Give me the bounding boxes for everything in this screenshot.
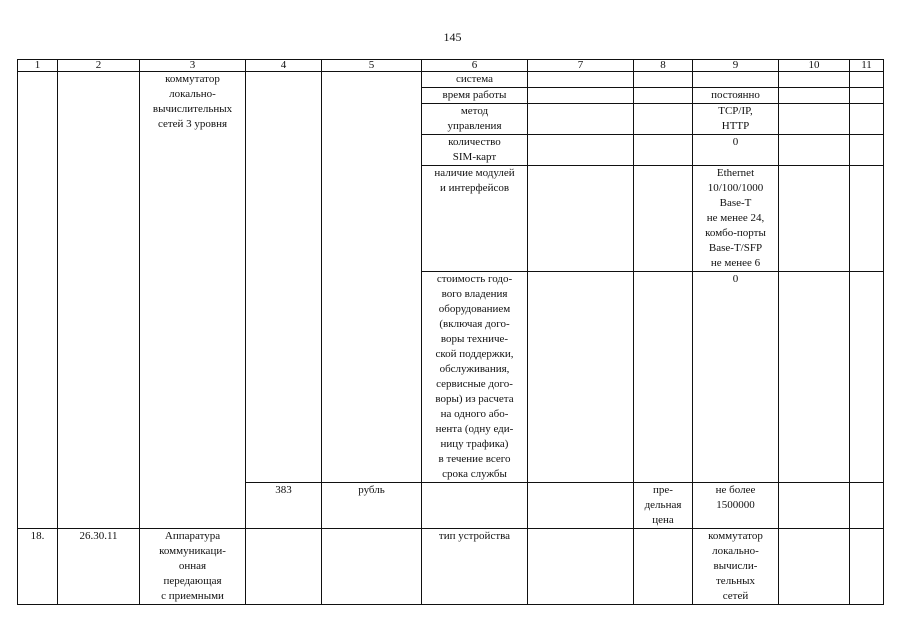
cell-col10 [779,104,850,135]
cell-col10 [779,272,850,483]
characteristic-line: ницу трафика) [440,438,509,450]
unit-name-cell [322,529,422,605]
characteristic-name [422,529,528,605]
value-line: TCP/IP, [718,105,753,117]
characteristic-line: (включая дого- [439,318,510,330]
characteristic-line: тип устройства [438,530,511,542]
cell-col7 [528,272,634,483]
item-number-cell [18,72,58,529]
column-number: 4 [246,60,322,72]
value-line: локально- [712,545,759,557]
item-name-line: коммуникаци- [159,545,226,557]
cell-col7 [528,483,634,529]
column-number: 7 [528,60,634,72]
characteristic-name [422,483,528,529]
cell-col10 [779,166,850,272]
cell-col10 [779,483,850,529]
characteristic-line: воры) из расчета [435,393,514,405]
value-line: коммутатор [708,530,763,542]
cell-col7 [528,529,634,605]
cell-col8 [634,272,693,483]
cell-col10 [779,72,850,88]
item-name-line: Аппаратура [164,530,221,542]
characteristic-name [422,72,528,88]
characteristic-line: нента (одну еди- [435,423,514,435]
characteristic-value [693,166,779,272]
column-number: 9 [693,60,779,72]
item-number-cell [18,529,58,605]
value-line: постоянно [711,89,760,101]
cell-col10 [779,529,850,605]
characteristic-line: метод [460,105,489,117]
characteristic-line: система [455,73,494,85]
cell-col7 [528,135,634,166]
column-number: 8 [634,60,693,72]
column-number: 5 [322,60,422,72]
cell-col8 [634,72,693,88]
characteristic-line: на одного або- [440,408,509,420]
price-label-line: пре- [653,484,673,496]
cell-col11 [850,104,884,135]
characteristic-name [422,166,528,272]
value-line: комбо-порты [705,227,766,239]
item-name-line: с приемными [161,590,224,602]
column-number: 3 [140,60,246,72]
characteristic-value [693,529,779,605]
column-number: 1 [18,60,58,72]
value-line: Base-T [719,197,752,209]
cell-col8 [634,104,693,135]
table-row [18,72,884,88]
cell-col8 [634,483,693,529]
cell-col11 [850,483,884,529]
value-line: не менее 24, [706,212,765,224]
characteristic-name [422,88,528,104]
characteristic-line: SIM-карт [452,151,497,163]
unit-name: рубль [358,484,385,496]
characteristic-line: ской поддержки, [435,348,514,360]
characteristic-line: время работы [442,89,507,101]
item-number: 18. [30,530,45,542]
characteristic-line: оборудованием [438,303,511,315]
cell-col11 [850,88,884,104]
value-line: Base-T/SFP [708,242,763,254]
okpd-code-cell [58,72,140,529]
cell-col11 [850,529,884,605]
characteristic-name [422,272,528,483]
characteristic-line: срока службы [442,468,507,480]
characteristic-name [422,135,528,166]
value-line: HTTP [721,120,750,132]
characteristic-line: и интерфейсов [439,182,510,194]
characteristic-line: в течение всего [438,453,511,465]
characteristic-value [693,483,779,529]
page-number: 145 [443,30,462,44]
value-line: не более [715,484,756,496]
price-label-line: дельная [644,499,682,511]
okpd-code-cell [58,529,140,605]
unit-code: 383 [275,484,292,496]
cell-col11 [850,135,884,166]
column-number: 2 [58,60,140,72]
characteristic-value [693,135,779,166]
value-line: 1500000 [716,499,755,511]
characteristic-value [693,104,779,135]
cell-col10 [779,88,850,104]
price-label-line: цена [652,514,674,526]
unit-code-cell [246,483,322,529]
cell-col7 [528,166,634,272]
value-line: 10/100/1000 [707,182,764,194]
item-name-line: вычислительных [152,103,233,115]
value-line: 0 [732,136,739,148]
item-name-cell [140,72,246,529]
unit-code-cell [246,72,322,483]
item-name-line: коммутатор [165,73,220,85]
cell-col7 [528,104,634,135]
characteristic-line: обслуживания, [439,363,510,375]
column-number: 11 [850,60,884,72]
cell-col8 [634,166,693,272]
characteristic-line: вого владения [441,288,508,300]
table-row [18,529,884,605]
cell-col8 [634,135,693,166]
characteristic-line: количество [448,136,501,148]
value-line: Ethernet [716,167,755,179]
cell-col11 [850,72,884,88]
cell-col10 [779,135,850,166]
cell-col11 [850,272,884,483]
item-name-line: сетей 3 уровня [157,118,228,130]
okpd-code: 26.30.11 [79,530,118,542]
cell-col11 [850,166,884,272]
characteristic-line: наличие модулей [434,167,515,179]
item-name-line: локально- [169,88,216,100]
value-line: не менее 6 [710,257,761,269]
item-name-line: онная [178,560,207,572]
column-number-row [18,60,884,72]
value-line: сетей [722,590,749,602]
value-line: тельных [716,575,755,587]
cell-col7 [528,88,634,104]
unit-name-cell [322,72,422,483]
cell-col7 [528,72,634,88]
characteristic-name [422,104,528,135]
characteristic-value [693,72,779,88]
characteristic-line: управления [447,120,502,132]
unit-name-cell [322,483,422,529]
specification-table [17,59,884,605]
characteristic-line: сервисные дого- [436,378,513,390]
characteristic-value [693,272,779,483]
characteristic-line: воры техниче- [440,333,509,345]
cell-col8 [634,529,693,605]
value-line: 0 [732,273,739,285]
column-number: 10 [779,60,850,72]
characteristic-line: стоимость годо- [436,273,513,285]
unit-code-cell [246,529,322,605]
cell-col8 [634,88,693,104]
value-line: вычисли- [713,560,758,572]
characteristic-value [693,88,779,104]
item-name-cell [140,529,246,605]
item-name-line: передающая [163,575,222,587]
column-number: 6 [422,60,528,72]
